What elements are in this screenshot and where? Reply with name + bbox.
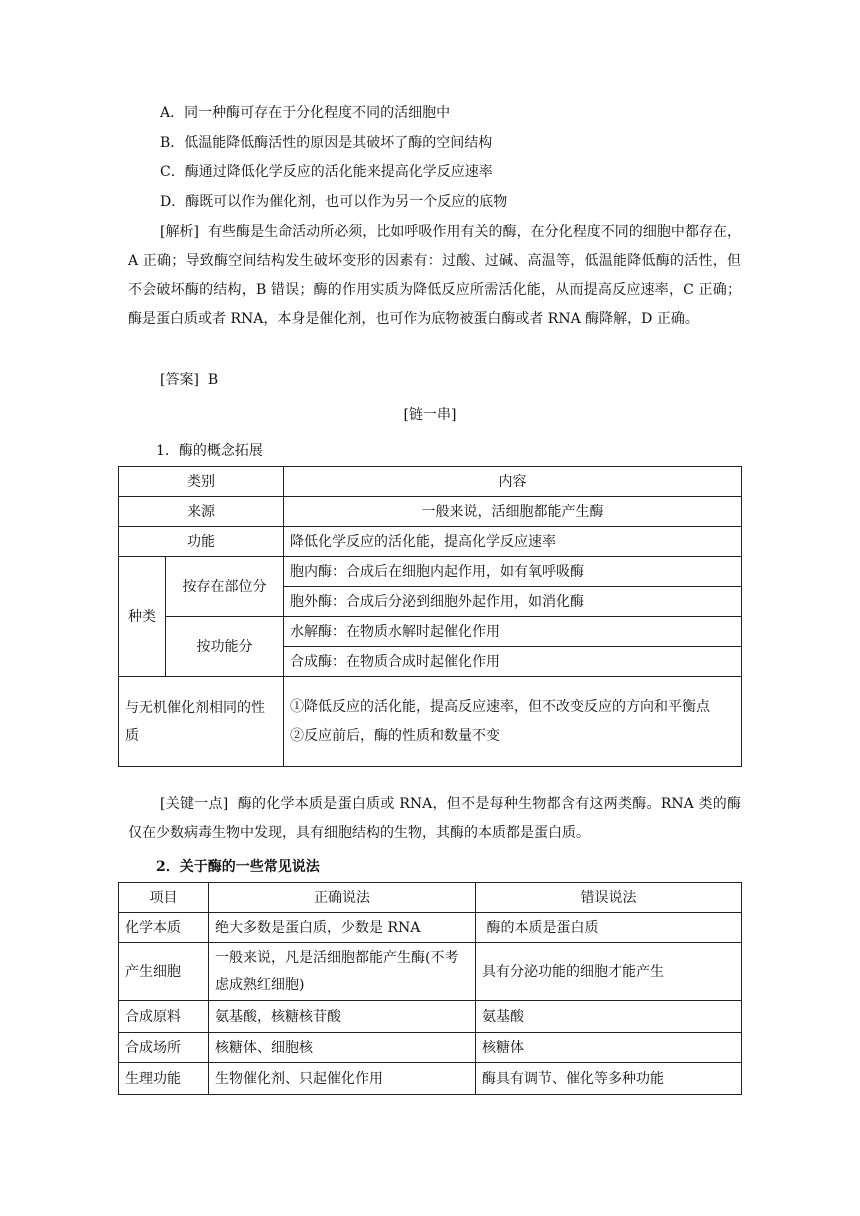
row-item: 生理功能: [119, 1063, 209, 1095]
header-wrong: 错误说法: [476, 883, 742, 913]
table-row: [119, 883, 742, 913]
row-item: 合成场所: [119, 1033, 209, 1063]
table-row: [119, 1033, 742, 1063]
by-function-label: 按功能分: [166, 617, 284, 677]
inorganic-catalyst-label: 与无机催化剂相同的性质: [119, 677, 284, 767]
hydrolase: 水解酶：在物质水解时起催化作用: [284, 617, 742, 647]
option-a: A．同一种酶可存在于分化程度不同的活细胞中: [160, 105, 451, 121]
answer-value: B: [207, 372, 219, 388]
header-correct: 正确说法: [209, 883, 476, 913]
section-title: [链一串]: [403, 407, 457, 423]
intracellular-enzyme: 胞内酶：合成后在细胞内起作用，如有氧呼吸酶: [284, 557, 742, 587]
enzyme-statements-table: [118, 882, 742, 1095]
table-row: [119, 1063, 742, 1095]
header-item: 项目: [119, 883, 209, 913]
property-1: ①降低反应的活化能，提高反应速率，但不改变反应的方向和平衡点: [290, 698, 710, 715]
table2-title: 2．关于酶的一些常见说法: [156, 859, 320, 875]
table1-title: 1．酶的概念拓展: [156, 443, 263, 459]
function-label: 功能: [119, 527, 284, 557]
by-location-label: 按存在部位分: [166, 557, 284, 617]
key-point-paragraph: [128, 790, 741, 848]
row-correct: 核糖体、细胞核: [209, 1033, 476, 1063]
table-row: [119, 467, 742, 497]
inorganic-catalyst-content: [284, 677, 742, 767]
table-row: [119, 1001, 742, 1033]
key-point-text: 酶的化学本质是蛋白质或 RNA，但不是每种生物都含有这两类酶。RNA 类的酶仅在少数病毒生物中发现，具有细胞结构的生物，其酶的本质都是蛋白质。: [128, 796, 741, 841]
row-correct: 一般来说，凡是活细胞都能产生酶(不考虑成熟红细胞): [209, 943, 476, 1001]
answer-tag: [答案]: [160, 372, 199, 388]
row-wrong: 具有分泌功能的细胞才能产生: [476, 943, 742, 1001]
extracellular-enzyme: 胞外酶：合成后分泌到细胞外起作用，如消化酶: [284, 587, 742, 617]
row-wrong: 氨基酸: [476, 1001, 742, 1033]
table-row: [119, 617, 742, 647]
table-row: [119, 943, 742, 1001]
key-point-tag: [关键一点]: [160, 796, 229, 812]
table-row: [119, 497, 742, 527]
row-wrong: 核糖体: [476, 1033, 742, 1063]
row-correct: 绝大多数是蛋白质，少数是 RNA: [209, 913, 476, 943]
table-row: [119, 677, 742, 767]
source-content: 一般来说，活细胞都能产生酶: [284, 497, 742, 527]
enzyme-concept-table: [118, 466, 742, 767]
function-content: 降低化学反应的活化能，提高化学反应速率: [284, 527, 742, 557]
table-row: [119, 527, 742, 557]
header-content: 内容: [284, 467, 742, 497]
option-d: D．酶既可以作为催化剂，也可以作为另一个反应的底物: [160, 194, 508, 210]
row-item: 化学本质: [119, 913, 209, 943]
table-row: [119, 557, 742, 587]
option-b: B．低温能降低酶活性的原因是其破坏了酶的空间结构: [160, 135, 493, 151]
row-wrong: 酶的本质是蛋白质: [476, 913, 742, 943]
table-row: [119, 913, 742, 943]
row-item: 合成原料: [119, 1001, 209, 1033]
row-correct: 氨基酸，核糖核苷酸: [209, 1001, 476, 1033]
analysis-tag: [解析]: [160, 224, 200, 240]
row-wrong: 酶具有调节、催化等多种功能: [476, 1063, 742, 1095]
row-item: 产生细胞: [119, 943, 209, 1001]
source-label: 来源: [119, 497, 284, 527]
header-category: 类别: [119, 467, 284, 497]
analysis-text: 有些酶是生命活动所必须，比如呼吸作用有关的酶，在分化程度不同的细胞中都存在，A 正确；导致酶空间结构发生破坏变形的因素有：过酸、过碱、高温等，低温能降低酶的活性，但不会破坏酶的结构，B 错误；酶的作用实质为降低反应所需活化能，从而提高反应速率，C 正确；酶是蛋白质或者 RNA，本身是催化剂，也可作为底物被蛋白酶或者 RNA 酶降解，D 正确。: [128, 224, 742, 327]
analysis-paragraph: [128, 218, 741, 334]
row-correct: 生物催化剂、只起催化作用: [209, 1063, 476, 1095]
answer-line: [128, 366, 741, 395]
property-2: ②反应前后，酶的性质和数量不变: [290, 727, 500, 744]
kinds-label: 种类: [119, 557, 166, 677]
synthase: 合成酶：在物质合成时起催化作用: [284, 647, 742, 677]
option-c: C．酶通过降低化学反应的活化能来提高化学反应速率: [160, 164, 493, 180]
